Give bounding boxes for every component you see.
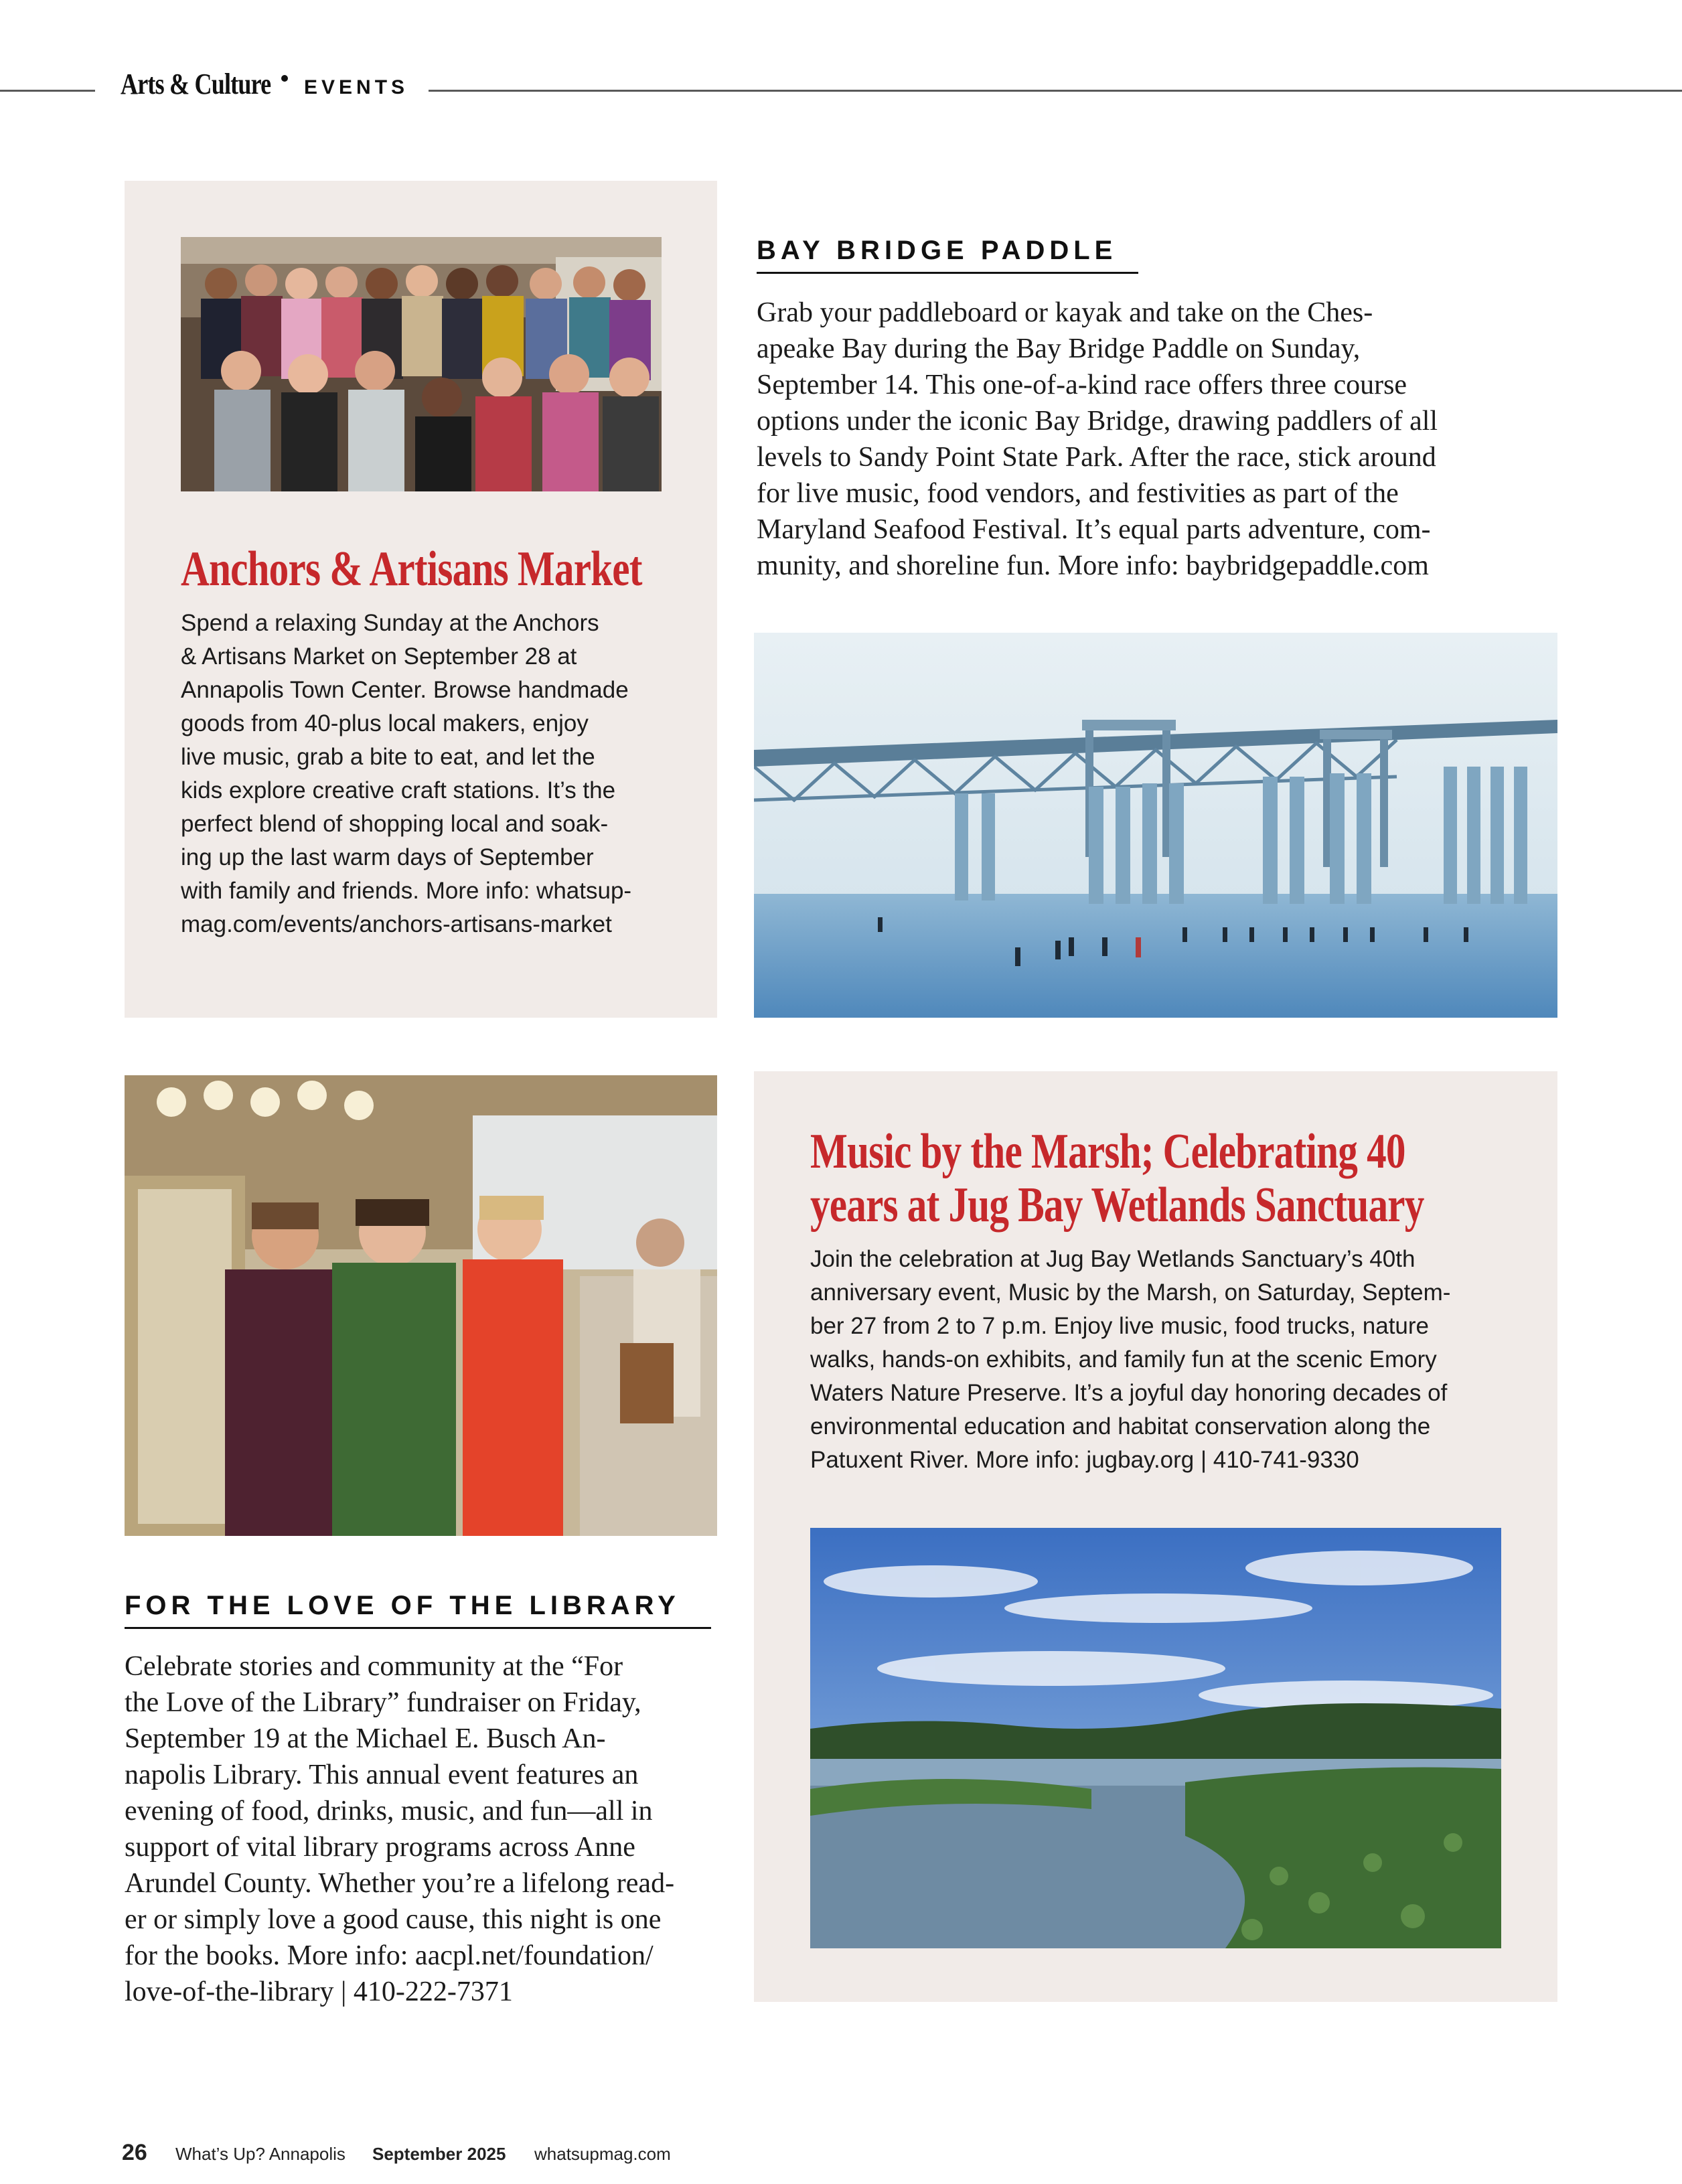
group-photo-makers [181,237,662,491]
body-line: Spend a relaxing Sunday at the Anchors [181,610,599,636]
body-line: kids explore creative craft stations. It’s the [181,777,616,803]
title-line: Music by the Marsh; Celebrating 40 [810,1124,1405,1179]
body-line: Annapolis Town Center. Browse handmade [181,677,629,703]
section-title: Arts & Culture [121,68,271,100]
body-line: support of vital library programs across Anne [125,1832,635,1863]
header-rule-right [429,90,1682,92]
body-line: September 19 at the Michael E. Busch An- [125,1723,606,1754]
library-body [125,1648,674,2010]
body-line: evening of food, drinks, music, and fun—all in [125,1796,653,1826]
website: whatsupmag.com [534,2144,671,2164]
body-line: & Artisans Market on September 28 at [181,643,577,670]
body-line: napolis Library. This annual event features an [125,1760,639,1790]
music-by-the-marsh-title [810,1125,1424,1232]
title-line: years at Jug Bay Wetlands Sanctuary [810,1178,1424,1233]
title-underline [125,1627,711,1629]
body-line: walks, hands-on exhibits, and family fun at the scenic Emory [810,1346,1437,1373]
subsection-title: EVENTS [304,76,409,98]
body-line: apeake Bay during the Bay Bridge Paddle on Sunday, [757,333,1361,364]
body-line: options under the iconic Bay Bridge, drawing paddlers of all [757,406,1438,437]
music-by-the-marsh-body [810,1243,1450,1477]
body-line: Celebrate stories and community at the “For [125,1651,623,1682]
publication-name: What’s Up? Annapolis [175,2144,346,2164]
body-line: environmental education and habitat conservation along the [810,1413,1431,1439]
body-line: for the books. More info: aacpl.net/foundation/ [125,1940,654,1971]
body-line: with family and friends. More info: whatsup- [181,878,632,904]
bullet-separator [281,75,288,82]
bay-bridge-title: BAY BRIDGE PADDLE [757,236,1118,265]
body-line: Arundel County. Whether you’re a lifelong read- [125,1868,675,1899]
bay-bridge-body [757,295,1438,584]
anchors-artisans-title: Anchors & Artisans Market [181,542,642,597]
body-line: munity, and shoreline fun. More info: baybridgepaddle.com [757,550,1429,581]
body-line: Waters Nature Preserve. It’s a joyful day honoring decades of [810,1380,1448,1406]
body-line: ing up the last warm days of September [181,844,594,870]
body-line: anniversary event, Music by the Marsh, on Saturday, Septem- [810,1279,1451,1306]
wetlands-photo [810,1528,1501,1948]
body-line: Grab your paddleboard or kayak and take on the Ches- [757,297,1373,328]
bay-bridge-photo [754,633,1557,1018]
header-rule-left [0,90,95,92]
body-line: perfect blend of shopping local and soak- [181,811,609,837]
body-line: mag.com/events/anchors-artisans-market [181,911,612,937]
issue-date: September 2025 [372,2144,506,2164]
body-line: for live music, food vendors, and festivities as part of the [757,478,1399,509]
body-line: er or simply love a good cause, this night is one [125,1904,662,1935]
anchors-artisans-body [181,607,631,941]
page-number: 26 [122,2140,147,2165]
body-line: Join the celebration at Jug Bay Wetlands Sanctuary’s 40th [810,1246,1416,1272]
body-line: love-of-the-library | 410-222-7371 [125,1976,513,2007]
body-line: Patuxent River. More info: jugbay.org | 410-741-9330 [810,1447,1359,1473]
body-line: the Love of the Library” fundraiser on Friday, [125,1687,641,1718]
body-line: ber 27 from 2 to 7 p.m. Enjoy live music, food trucks, nature [810,1313,1430,1339]
body-line: goods from 40-plus local makers, enjoy [181,710,589,736]
body-line: levels to Sandy Point State Park. After the race, stick around [757,442,1436,473]
body-line: live music, grab a bite to eat, and let the [181,744,595,770]
library-title: FOR THE LOVE OF THE LIBRARY [125,1591,680,1620]
library-event-photo [125,1075,717,1536]
body-line: Maryland Seafood Festival. It’s equal parts adventure, com- [757,514,1431,545]
body-line: September 14. This one-of-a-kind race offers three course [757,370,1407,400]
title-underline [757,272,1138,274]
